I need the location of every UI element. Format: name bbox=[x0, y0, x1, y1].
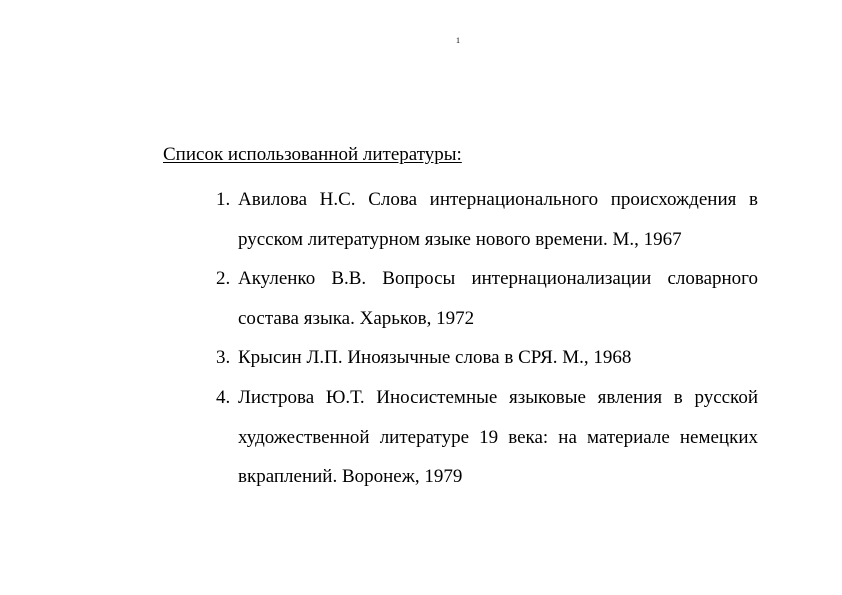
reference-text: Авилова Н.С. Слова интернационального происхождения в русском литературном языке нового времени. М., 1967 bbox=[238, 189, 758, 250]
page-number: 1 bbox=[456, 36, 460, 45]
reference-text: Листрова Ю.Т. Иносистемные языковые явления в русской художественной литературе 19 века: на материале немецких вкраплений. Воронеж, 1979 bbox=[238, 386, 758, 488]
reference-number: 1. bbox=[216, 189, 231, 210]
reference-item bbox=[216, 378, 758, 497]
reference-number: 3. bbox=[216, 347, 231, 369]
reference-text: Крысин Л.П. Иноязычные слова в СРЯ. М., 1968 bbox=[238, 347, 632, 369]
reference-text: Акуленко В.В. Вопросы интернационализации словарного состава языка. Харьков, 1972 bbox=[238, 268, 758, 329]
reference-item bbox=[216, 180, 758, 259]
reference-list bbox=[216, 180, 758, 497]
reference-item bbox=[216, 259, 758, 338]
reference-number: 2. bbox=[216, 268, 231, 290]
reference-number: 4. bbox=[216, 386, 231, 408]
reference-item bbox=[216, 338, 758, 378]
bibliography-heading: Список использованной литературы: bbox=[163, 144, 462, 165]
